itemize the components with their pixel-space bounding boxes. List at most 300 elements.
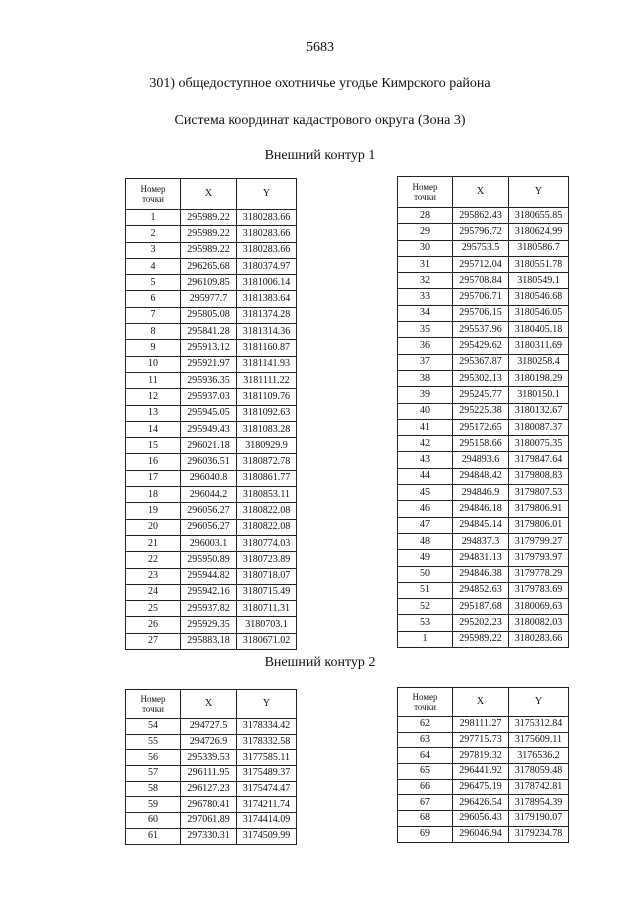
cell-point-number: 25	[126, 601, 181, 617]
table-row	[398, 273, 569, 289]
header-x: X	[181, 179, 237, 210]
cell-point-number: 14	[126, 421, 181, 437]
cell-point-number: 27	[126, 633, 181, 649]
cell-y: 3179807.53	[509, 485, 569, 501]
table-row	[126, 421, 297, 437]
table-row	[126, 781, 297, 797]
cell-x: 296265.68	[181, 258, 237, 274]
table-row	[126, 750, 297, 766]
cell-x: 297330.31	[181, 828, 237, 844]
cell-x: 295841.28	[181, 324, 237, 340]
cell-point-number: 31	[398, 256, 453, 272]
cell-point-number: 66	[398, 779, 453, 795]
cell-y: 3177585.11	[237, 750, 297, 766]
cell-y: 3178059.48	[509, 764, 569, 780]
table-row	[126, 307, 297, 323]
cell-x: 294727.5	[181, 719, 237, 735]
cell-point-number: 26	[126, 617, 181, 633]
cell-x: 296056.27	[181, 519, 237, 535]
cell-point-number: 24	[126, 584, 181, 600]
cell-y: 3181092.63	[237, 405, 297, 421]
cell-y: 3180283.66	[237, 210, 297, 226]
cell-point-number: 10	[126, 356, 181, 372]
table-row	[398, 256, 569, 272]
cell-y: 3179190.07	[509, 811, 569, 827]
cell-point-number: 53	[398, 615, 453, 631]
table-row	[126, 734, 297, 750]
cell-point-number: 46	[398, 501, 453, 517]
cell-x: 295225.38	[453, 403, 509, 419]
cell-y: 3181374.28	[237, 307, 297, 323]
table-row	[398, 566, 569, 582]
table-row	[126, 719, 297, 735]
cell-y: 3180718.07	[237, 568, 297, 584]
table-row	[398, 811, 569, 827]
cell-x: 294845.14	[453, 517, 509, 533]
header-x: X	[453, 688, 509, 717]
cell-point-number: 36	[398, 338, 453, 354]
cell-x: 296056.27	[181, 503, 237, 519]
cell-y: 3180671.02	[237, 633, 297, 649]
cell-point-number: 67	[398, 795, 453, 811]
table-row	[126, 568, 297, 584]
cell-point-number: 23	[126, 568, 181, 584]
cell-y: 3179799.27	[509, 533, 569, 549]
cell-y: 3180082.03	[509, 615, 569, 631]
table-row	[398, 717, 569, 733]
header-x: X	[453, 177, 509, 208]
coordinates-table	[125, 178, 297, 650]
table-row	[126, 601, 297, 617]
cell-point-number: 44	[398, 468, 453, 484]
cell-y: 3179847.64	[509, 452, 569, 468]
table-row	[126, 226, 297, 242]
cell-point-number: 63	[398, 732, 453, 748]
cell-y: 3175474.47	[237, 781, 297, 797]
cell-point-number: 57	[126, 766, 181, 782]
cell-point-number: 42	[398, 436, 453, 452]
cell-y: 3180087.37	[509, 419, 569, 435]
table-row	[126, 258, 297, 274]
cell-y: 3178334.42	[237, 719, 297, 735]
cell-point-number: 60	[126, 813, 181, 829]
cell-point-number: 2	[126, 226, 181, 242]
cell-x: 297715.73	[453, 732, 509, 748]
coordinates-table	[125, 689, 297, 845]
cell-point-number: 55	[126, 734, 181, 750]
cell-x: 295158.66	[453, 436, 509, 452]
cell-y: 3180703.1	[237, 617, 297, 633]
cell-x: 294852.63	[453, 582, 509, 598]
cell-point-number: 51	[398, 582, 453, 598]
cell-x: 295989.22	[453, 631, 509, 647]
cell-x: 294846.38	[453, 566, 509, 582]
cell-y: 3180711.31	[237, 601, 297, 617]
cell-x: 295945.05	[181, 405, 237, 421]
table-row	[126, 552, 297, 568]
cell-x: 295942.16	[181, 584, 237, 600]
header-y: Y	[237, 690, 297, 719]
cell-x: 295989.22	[181, 226, 237, 242]
header-row	[398, 177, 569, 208]
cell-x: 296046.94	[453, 826, 509, 842]
table-row	[126, 617, 297, 633]
cell-x: 295805.08	[181, 307, 237, 323]
cell-x: 295937.03	[181, 389, 237, 405]
table-row	[126, 405, 297, 421]
cell-y: 3180405.18	[509, 322, 569, 338]
cell-point-number: 43	[398, 452, 453, 468]
cell-x: 295712.04	[453, 256, 509, 272]
table-row	[398, 289, 569, 305]
cell-y: 3180853.11	[237, 487, 297, 503]
header-y: Y	[509, 177, 569, 208]
table-row	[126, 372, 297, 388]
cell-y: 3175489.37	[237, 766, 297, 782]
section-title: 301) общедоступное охотничье угодье Кимрского района	[149, 76, 491, 91]
cell-y: 3180586.7	[509, 240, 569, 256]
cell-point-number: 30	[398, 240, 453, 256]
table-row	[398, 240, 569, 256]
cell-x: 296044.2	[181, 487, 237, 503]
header-point-number	[126, 690, 181, 719]
cell-point-number: 68	[398, 811, 453, 827]
cell-x: 296111.95	[181, 766, 237, 782]
header-number-line1: Номер	[412, 182, 438, 192]
table-row	[398, 322, 569, 338]
table-row	[126, 242, 297, 258]
cell-y: 3180715.49	[237, 584, 297, 600]
coordinates-table	[397, 687, 569, 843]
table-row	[398, 370, 569, 386]
table-row	[126, 503, 297, 519]
table-row	[398, 452, 569, 468]
header-point-number	[398, 688, 453, 717]
table-row	[126, 633, 297, 649]
table-row	[398, 419, 569, 435]
cell-y: 3181083.28	[237, 421, 297, 437]
cell-point-number: 32	[398, 273, 453, 289]
cell-point-number: 15	[126, 438, 181, 454]
cell-x: 294846.9	[453, 485, 509, 501]
cell-x: 295977.7	[181, 291, 237, 307]
table-row	[126, 813, 297, 829]
cell-y: 3180258.4	[509, 354, 569, 370]
cell-x: 295187.68	[453, 599, 509, 615]
header-row	[398, 688, 569, 717]
cell-x: 295989.22	[181, 210, 237, 226]
header-number-line2: точки	[142, 704, 164, 714]
cell-x: 294848.42	[453, 468, 509, 484]
cell-y: 3180861.77	[237, 470, 297, 486]
table-row	[126, 291, 297, 307]
cell-y: 3180822.08	[237, 503, 297, 519]
header-number-line1: Номер	[140, 184, 166, 194]
table-row	[398, 338, 569, 354]
cell-x: 295537.96	[453, 322, 509, 338]
cell-x: 295172.65	[453, 419, 509, 435]
cell-point-number: 17	[126, 470, 181, 486]
cell-point-number: 19	[126, 503, 181, 519]
cell-x: 298111.27	[453, 717, 509, 733]
contour-2-title: Внешний контур 2	[264, 655, 376, 670]
table-row	[126, 454, 297, 470]
table-row	[398, 485, 569, 501]
cell-x: 296003.1	[181, 535, 237, 551]
cell-x: 296127.23	[181, 781, 237, 797]
cell-y: 3180872.78	[237, 454, 297, 470]
cell-point-number: 1	[126, 210, 181, 226]
cell-point-number: 35	[398, 322, 453, 338]
cell-point-number: 45	[398, 485, 453, 501]
cell-point-number: 59	[126, 797, 181, 813]
cell-y: 3178954.39	[509, 795, 569, 811]
cell-y: 3176536.2	[509, 748, 569, 764]
table-row	[398, 732, 569, 748]
table-row	[398, 501, 569, 517]
cell-y: 3179806.01	[509, 517, 569, 533]
cell-x: 295883.18	[181, 633, 237, 649]
cell-point-number: 13	[126, 405, 181, 421]
coordinates-table	[397, 176, 569, 648]
header-number-line1: Номер	[140, 694, 166, 704]
cell-x: 295796.72	[453, 224, 509, 240]
cell-y: 3175312.84	[509, 717, 569, 733]
cell-x: 294846.18	[453, 501, 509, 517]
cell-point-number: 6	[126, 291, 181, 307]
cell-x: 295862.43	[453, 208, 509, 224]
cell-y: 3178742.81	[509, 779, 569, 795]
cell-y: 3174414.09	[237, 813, 297, 829]
cell-x: 295245.77	[453, 387, 509, 403]
cell-point-number: 41	[398, 419, 453, 435]
cell-point-number: 39	[398, 387, 453, 403]
table-row	[126, 356, 297, 372]
cell-point-number: 3	[126, 242, 181, 258]
cell-point-number: 33	[398, 289, 453, 305]
cell-y: 3181006.14	[237, 275, 297, 291]
table-row	[398, 631, 569, 647]
cell-x: 294837.3	[453, 533, 509, 549]
cell-x: 295753.5	[453, 240, 509, 256]
cell-x: 295429.62	[453, 338, 509, 354]
cell-x: 297061.89	[181, 813, 237, 829]
cell-x: 295944.82	[181, 568, 237, 584]
table-row	[398, 208, 569, 224]
cell-point-number: 65	[398, 764, 453, 780]
table-row	[126, 210, 297, 226]
cell-point-number: 12	[126, 389, 181, 405]
cell-point-number: 20	[126, 519, 181, 535]
cell-y: 3180549.1	[509, 273, 569, 289]
cell-point-number: 21	[126, 535, 181, 551]
cell-y: 3180283.66	[509, 631, 569, 647]
cell-y: 3179783.69	[509, 582, 569, 598]
cell-y: 3179234.78	[509, 826, 569, 842]
cell-point-number: 54	[126, 719, 181, 735]
table-row	[126, 470, 297, 486]
cell-point-number: 34	[398, 305, 453, 321]
cell-point-number: 8	[126, 324, 181, 340]
table-row	[126, 766, 297, 782]
cell-x: 296426.54	[453, 795, 509, 811]
cell-point-number: 28	[398, 208, 453, 224]
table-row	[126, 584, 297, 600]
cell-y: 3180929.9	[237, 438, 297, 454]
page-number: 5683	[306, 40, 334, 55]
table-row	[398, 517, 569, 533]
cell-x: 295706.15	[453, 305, 509, 321]
table-row	[126, 340, 297, 356]
table-row	[126, 797, 297, 813]
table-row	[398, 387, 569, 403]
cell-x: 295950.89	[181, 552, 237, 568]
cell-point-number: 11	[126, 372, 181, 388]
cell-y: 3178332.58	[237, 734, 297, 750]
cell-point-number: 69	[398, 826, 453, 842]
cell-point-number: 18	[126, 487, 181, 503]
table-row	[126, 519, 297, 535]
table-row	[398, 748, 569, 764]
cell-point-number: 40	[398, 403, 453, 419]
cell-y: 3179806.91	[509, 501, 569, 517]
table-row	[398, 468, 569, 484]
table-row	[126, 535, 297, 551]
cell-y: 3180774.03	[237, 535, 297, 551]
cell-x: 296036.51	[181, 454, 237, 470]
table-row	[126, 828, 297, 844]
cell-point-number: 38	[398, 370, 453, 386]
cell-x: 295936.35	[181, 372, 237, 388]
table-row	[398, 582, 569, 598]
cell-y: 3179778.29	[509, 566, 569, 582]
cell-x: 295706.71	[453, 289, 509, 305]
cell-point-number: 29	[398, 224, 453, 240]
cell-y: 3180311.69	[509, 338, 569, 354]
cell-point-number: 49	[398, 550, 453, 566]
cell-point-number: 22	[126, 552, 181, 568]
table-row	[398, 436, 569, 452]
cell-point-number: 56	[126, 750, 181, 766]
header-row	[126, 179, 297, 210]
cell-point-number: 62	[398, 717, 453, 733]
cell-y: 3180283.66	[237, 226, 297, 242]
cell-y: 3180132.67	[509, 403, 569, 419]
cell-y: 3180150.1	[509, 387, 569, 403]
cell-x: 296441.92	[453, 764, 509, 780]
table-row	[398, 764, 569, 780]
cell-y: 3180655.85	[509, 208, 569, 224]
table-row	[398, 599, 569, 615]
cell-y: 3180283.66	[237, 242, 297, 258]
table-row	[126, 389, 297, 405]
cell-y: 3174509.99	[237, 828, 297, 844]
table-row	[398, 795, 569, 811]
cell-x: 295302.13	[453, 370, 509, 386]
cell-y: 3180546.05	[509, 305, 569, 321]
table-row	[398, 354, 569, 370]
cell-y: 3174211.74	[237, 797, 297, 813]
cell-x: 295202.23	[453, 615, 509, 631]
cell-point-number: 58	[126, 781, 181, 797]
coordinate-system-title: Система координат кадастрового округа (Зона 3)	[174, 113, 466, 128]
cell-x: 295708.84	[453, 273, 509, 289]
cell-x: 296475.19	[453, 779, 509, 795]
cell-x: 295929.35	[181, 617, 237, 633]
cell-x: 294893.6	[453, 452, 509, 468]
cell-point-number: 9	[126, 340, 181, 356]
cell-x: 295913.12	[181, 340, 237, 356]
cell-y: 3180374.97	[237, 258, 297, 274]
cell-y: 3175609.11	[509, 732, 569, 748]
cell-y: 3179808.83	[509, 468, 569, 484]
header-number-line2: точки	[142, 194, 164, 204]
cell-point-number: 7	[126, 307, 181, 323]
table-row	[398, 779, 569, 795]
header-y: Y	[509, 688, 569, 717]
cell-point-number: 50	[398, 566, 453, 582]
cell-x: 295339.53	[181, 750, 237, 766]
header-number-line2: точки	[414, 192, 436, 202]
header-number-line1: Номер	[412, 692, 438, 702]
cell-y: 3181111.22	[237, 372, 297, 388]
cell-point-number: 37	[398, 354, 453, 370]
cell-y: 3180723.89	[237, 552, 297, 568]
cell-point-number: 64	[398, 748, 453, 764]
cell-x: 295367.87	[453, 354, 509, 370]
cell-x: 297819.32	[453, 748, 509, 764]
cell-point-number: 16	[126, 454, 181, 470]
cell-y: 3180822.08	[237, 519, 297, 535]
cell-y: 3180198.29	[509, 370, 569, 386]
cell-y: 3180069.63	[509, 599, 569, 615]
header-y: Y	[237, 179, 297, 210]
cell-y: 3181383.64	[237, 291, 297, 307]
cell-point-number: 52	[398, 599, 453, 615]
table-row	[398, 224, 569, 240]
header-row	[126, 690, 297, 719]
table-row	[126, 324, 297, 340]
cell-y: 3181109.76	[237, 389, 297, 405]
cell-point-number: 61	[126, 828, 181, 844]
cell-y: 3181141.93	[237, 356, 297, 372]
table-row	[126, 487, 297, 503]
table-row	[398, 550, 569, 566]
cell-y: 3180075.35	[509, 436, 569, 452]
cell-x: 294726.9	[181, 734, 237, 750]
header-number-line2: точки	[414, 702, 436, 712]
cell-x: 296056.43	[453, 811, 509, 827]
contour-1-title: Внешний контур 1	[264, 148, 376, 163]
cell-x: 296109.85	[181, 275, 237, 291]
table-row	[398, 403, 569, 419]
cell-y: 3180546.68	[509, 289, 569, 305]
header-point-number	[126, 179, 181, 210]
table-row	[398, 615, 569, 631]
cell-y: 3180624.99	[509, 224, 569, 240]
table-row	[126, 275, 297, 291]
table-row	[398, 305, 569, 321]
cell-x: 295937.82	[181, 601, 237, 617]
cell-point-number: 48	[398, 533, 453, 549]
table-row	[126, 438, 297, 454]
cell-y: 3179793.97	[509, 550, 569, 566]
cell-point-number: 4	[126, 258, 181, 274]
cell-y: 3181314.36	[237, 324, 297, 340]
header-x: X	[181, 690, 237, 719]
cell-x: 296021.18	[181, 438, 237, 454]
header-point-number	[398, 177, 453, 208]
